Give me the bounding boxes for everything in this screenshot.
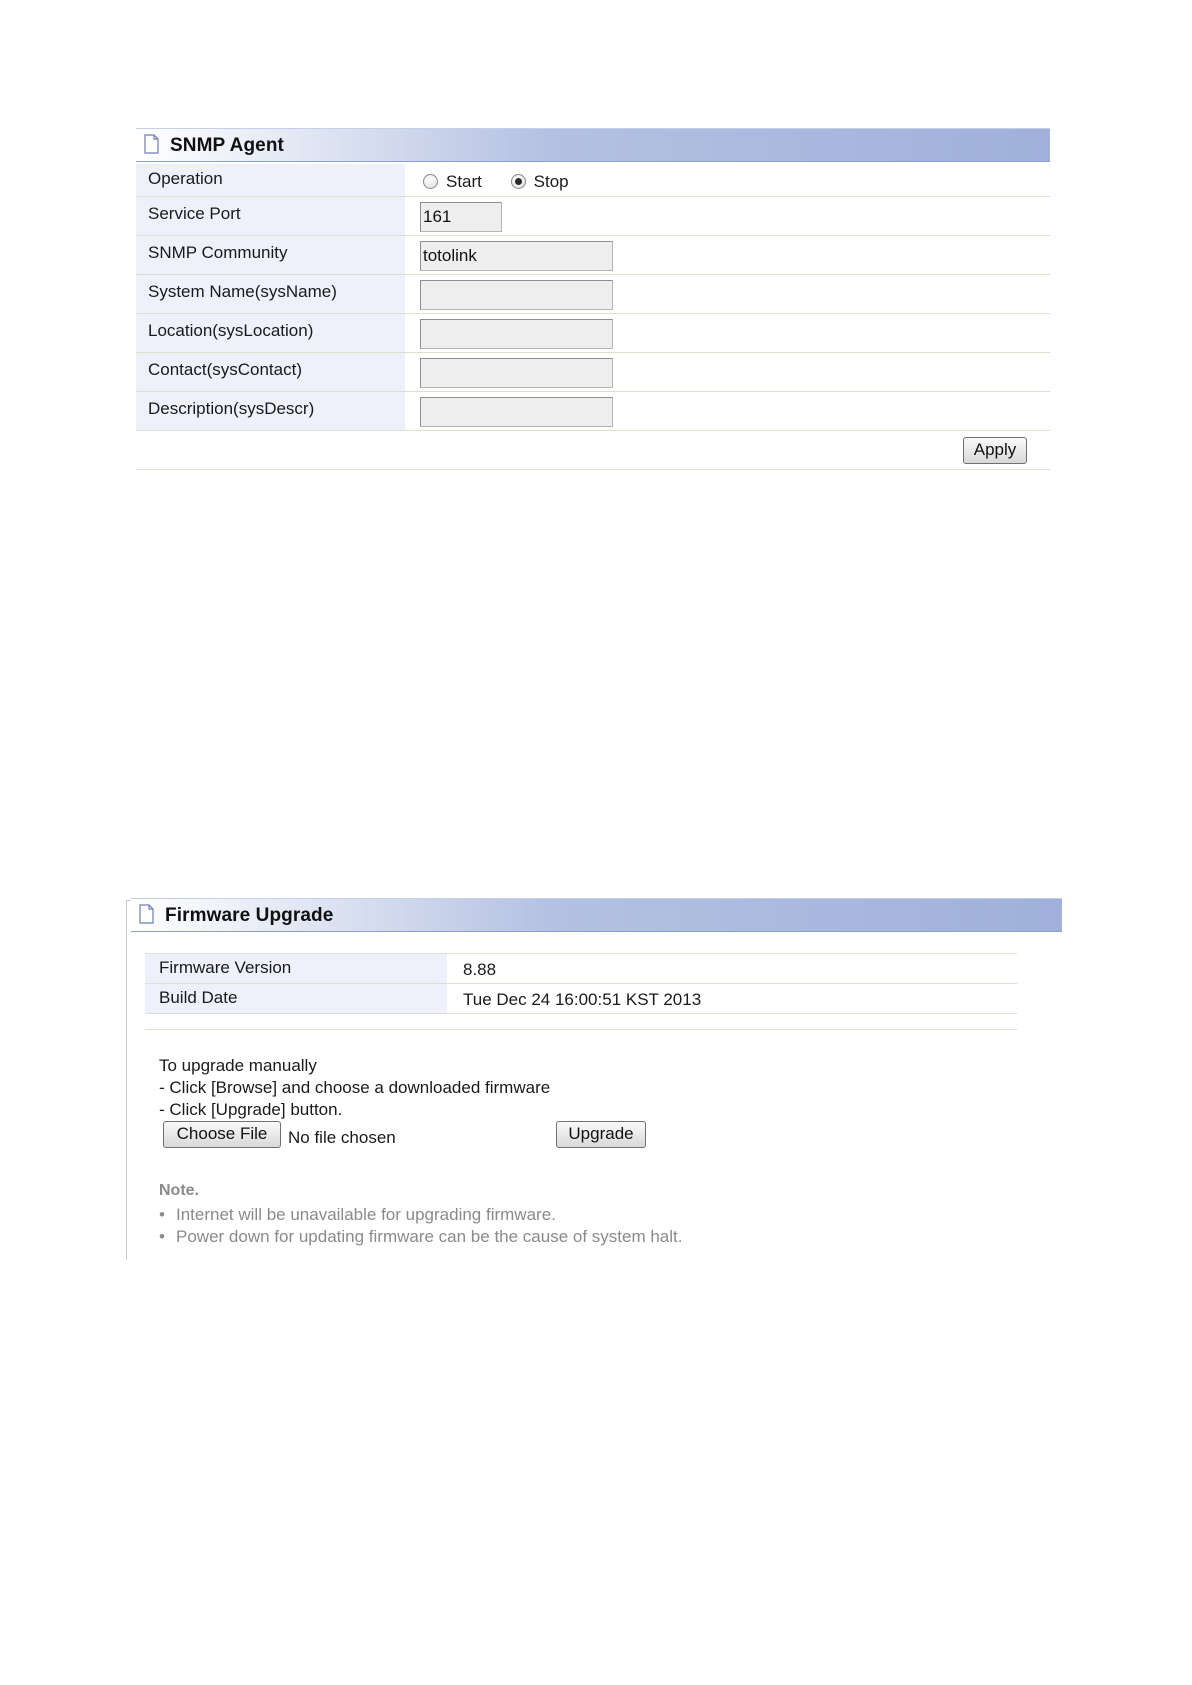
bullet-icon: • — [159, 1227, 165, 1246]
firmware-version-row — [145, 954, 1017, 984]
upgrade-instruction-step: - Click [Browse] and choose a downloaded firmware — [159, 1078, 551, 1097]
description-label: Description(sysDescr) — [136, 392, 405, 430]
community-input[interactable]: totolink — [420, 241, 613, 271]
bullet-icon: • — [159, 1205, 165, 1224]
contact-label: Contact(sysContact) — [136, 353, 405, 391]
file-status-text: No file chosen — [288, 1128, 396, 1147]
choose-file-button[interactable]: Choose File — [163, 1121, 281, 1148]
note-text: Power down for updating firmware can be the cause of system halt. — [176, 1227, 683, 1246]
build-date-label: Build Date — [145, 984, 447, 1013]
note-item — [159, 1227, 682, 1247]
snmp-settings-table — [136, 164, 1050, 470]
radio-stop[interactable] — [511, 172, 569, 192]
note-title: Note. — [159, 1182, 199, 1199]
upgrade-button[interactable]: Upgrade — [556, 1121, 646, 1148]
note-text: Internet will be unavailable for upgrading firmware. — [176, 1205, 556, 1224]
document-icon — [144, 134, 159, 154]
build-date-value: Tue Dec 24 16:00:51 KST 2013 — [463, 990, 702, 1009]
radio-stop-button[interactable] — [511, 174, 526, 189]
location-value — [405, 314, 1050, 352]
note-item — [159, 1205, 556, 1225]
apply-button[interactable]: Apply — [963, 437, 1027, 464]
contact-input[interactable] — [420, 358, 613, 388]
location-label: Location(sysLocation) — [136, 314, 405, 352]
apply-row — [136, 431, 1050, 470]
operation-label: Operation — [136, 164, 405, 196]
sys-name-row — [136, 275, 1050, 314]
operation-value — [405, 164, 1050, 196]
service-port-value — [405, 197, 1050, 235]
sys-name-input[interactable] — [420, 280, 613, 310]
upgrade-instruction-step: - Click [Upgrade] button. — [159, 1100, 343, 1119]
upgrade-instruction-heading: To upgrade manually — [159, 1056, 317, 1075]
snmp-panel-title: SNMP Agent — [170, 135, 284, 156]
sys-name-value — [405, 275, 1050, 313]
community-value — [405, 236, 1050, 274]
description-input[interactable] — [420, 397, 613, 427]
firmware-panel-title: Firmware Upgrade — [165, 905, 334, 926]
firmware-divider — [145, 1029, 1017, 1030]
radio-start-button[interactable] — [423, 174, 438, 189]
service-port-input[interactable]: 161 — [420, 202, 502, 232]
document-icon — [139, 904, 154, 924]
firmware-panel-header — [131, 898, 1062, 932]
operation-row — [136, 164, 1050, 197]
contact-row — [136, 353, 1050, 392]
location-input[interactable] — [420, 319, 613, 349]
firmware-version-value: 8.88 — [463, 960, 497, 979]
contact-value — [405, 353, 1050, 391]
build-date-row — [145, 984, 1017, 1014]
radio-start[interactable] — [423, 172, 482, 192]
radio-stop-label[interactable]: Stop — [533, 171, 569, 191]
community-label: SNMP Community — [136, 236, 405, 274]
community-row — [136, 236, 1050, 275]
location-row — [136, 314, 1050, 353]
service-port-label: Service Port — [136, 197, 405, 235]
radio-start-label[interactable]: Start — [446, 171, 482, 191]
description-row — [136, 392, 1050, 431]
sys-name-label: System Name(sysName) — [136, 275, 405, 313]
service-port-row — [136, 197, 1050, 236]
firmware-version-label: Firmware Version — [145, 954, 447, 983]
operation-radio-group — [423, 171, 593, 192]
description-value — [405, 392, 1050, 430]
firmware-info-table — [145, 953, 1017, 1014]
snmp-panel-header — [136, 128, 1050, 162]
